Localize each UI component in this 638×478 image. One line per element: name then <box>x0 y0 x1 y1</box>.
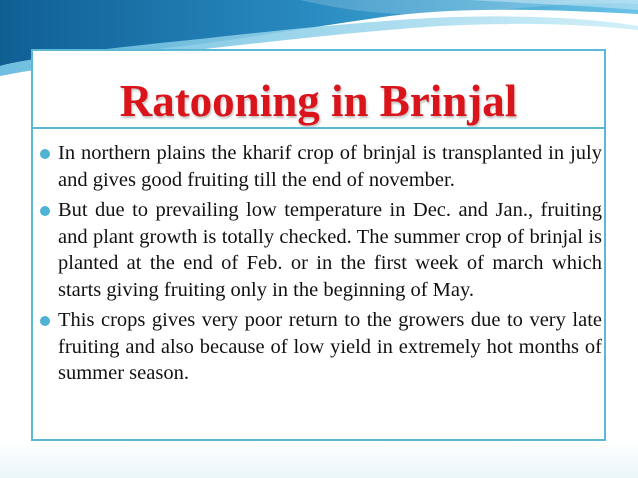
slide-title: Ratooning in Brinjal <box>119 76 518 126</box>
bullet-icon <box>40 206 50 216</box>
bullet-text: In northern plains the kharif crop of brinjal is transplanted in july and gives good fruiting till the end of november. <box>58 142 602 191</box>
bullet-text: But due to prevailing low temperature in Dec. and Jan., fruiting and plant growth is totally checked. The summer crop of brinjal is planted at the end of Feb. or in the first week of march which starts giving fruiting only in the beginning of May. <box>58 199 602 301</box>
bullet-text: This crops gives very poor return to the growers due to very late fruiting and also because of low yield in extremely hot months of summer season. <box>58 309 602 384</box>
bullet-icon <box>40 149 50 159</box>
bullet-icon <box>40 316 50 326</box>
list-item <box>40 307 602 387</box>
list-item <box>40 197 602 303</box>
list-item <box>40 140 602 193</box>
footer-band <box>0 441 638 478</box>
bullet-list <box>40 140 602 391</box>
